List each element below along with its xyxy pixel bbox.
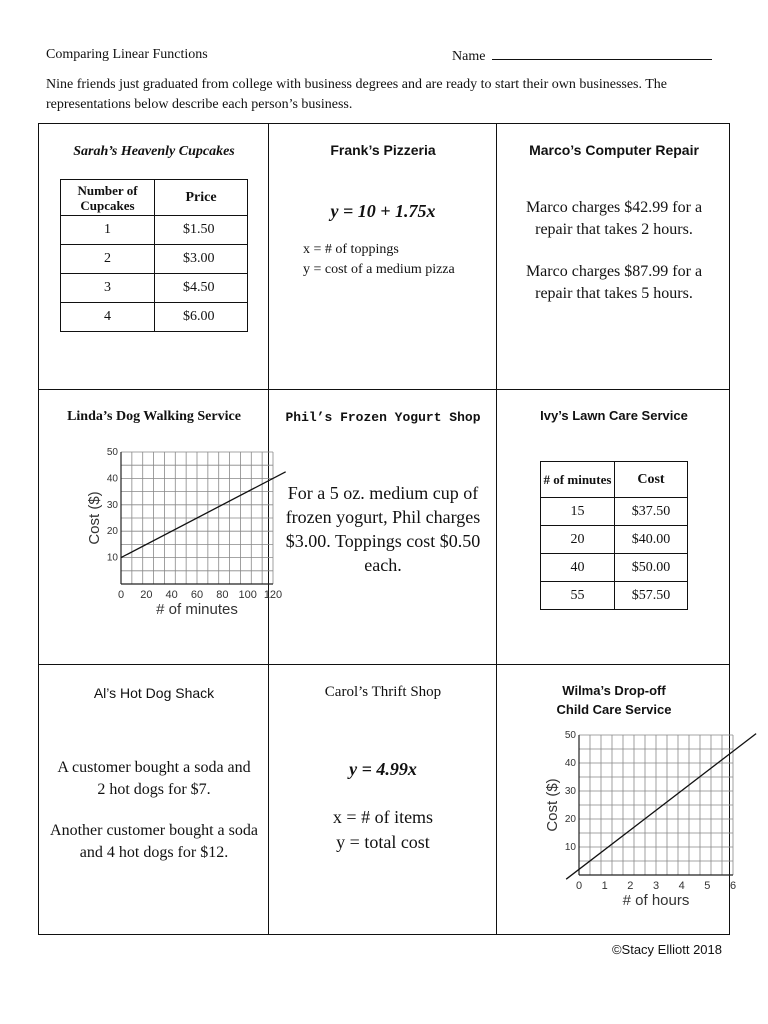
carol-definitions [269, 805, 497, 855]
intro-text: Nine friends just graduated from college with business degrees and are ready to start their own businesses. The representations below describe each person’s business. [46, 77, 668, 112]
sarah-title: Sarah’s Heavenly Cupcakes [73, 144, 235, 159]
sarah-table [60, 179, 248, 332]
table-cell: $50.00 [615, 554, 688, 582]
frank-def-y: y = cost of a medium pizza [303, 262, 455, 277]
sarah-col1: Number of Cupcakes [61, 180, 155, 216]
al-cell [39, 665, 269, 936]
table-cell: 55 [541, 582, 615, 610]
copyright: ©Stacy Elliott 2018 [611, 942, 722, 957]
table-cell: $4.50 [155, 274, 248, 303]
table-cell: 2 [61, 245, 155, 274]
table-cell: $6.00 [155, 303, 248, 332]
x-tick-label: 4 [678, 880, 685, 892]
table-cell: $3.00 [155, 245, 248, 274]
x-tick-label: 5 [704, 880, 711, 892]
y-tick-label: 50 [564, 730, 576, 741]
ivy-col2: Cost [615, 462, 688, 498]
sarah-cell [39, 124, 269, 390]
marco-line1: Marco charges $42.99 for a repair that takes 2 hours. [525, 199, 703, 238]
x-tick-label: 20 [140, 589, 153, 601]
wilma-cell [497, 665, 737, 936]
wilma-title [497, 681, 731, 719]
y-tick-label: 30 [106, 499, 118, 511]
table-cell: 3 [61, 274, 155, 303]
y-tick-label: 20 [564, 814, 576, 825]
x-tick-label: 120 [263, 589, 283, 601]
phil-text: For a 5 oz. medium cup of frozen yogurt, Phil charges $3.00. Toppings cost $0.50 each. [285, 483, 481, 575]
x-axis-label: # of hours [622, 892, 690, 909]
x-axis-label: # of minutes [156, 601, 238, 618]
x-tick-label: 1 [601, 880, 608, 892]
table-cell: 40 [541, 554, 615, 582]
ivy-table [540, 461, 688, 610]
x-tick-label: 100 [238, 589, 257, 601]
y-axis-label: Cost ($) [86, 491, 103, 545]
carol-equation: y = 4.99x [349, 759, 417, 779]
frank-equation: y = 10 + 1.75x [330, 201, 436, 221]
name-line[interactable] [492, 47, 712, 60]
name-field[interactable] [452, 47, 712, 65]
phil-title: Phil’s Frozen Yogurt Shop [285, 410, 481, 425]
carol-def-y: y = total cost [336, 832, 430, 852]
sarah-col2: Price [155, 180, 248, 216]
y-tick-label: 10 [564, 842, 576, 853]
wilma-title-line2: Child Care Service [556, 702, 672, 717]
frank-def-x: x = # of toppings [303, 242, 399, 257]
frank-cell [269, 124, 497, 390]
ivy-cell [497, 390, 731, 665]
business-grid [38, 123, 737, 935]
table-cell: $37.50 [615, 498, 688, 526]
x-tick-label: 2 [627, 880, 634, 892]
x-tick-label: 80 [216, 589, 229, 601]
marco-title: Marco’s Computer Repair [529, 142, 699, 158]
phil-cell [269, 390, 497, 665]
table-cell: $57.50 [615, 582, 688, 610]
table-cell: 15 [541, 498, 615, 526]
name-label: Name [452, 49, 486, 64]
marco-cell [497, 124, 731, 390]
wilma-graph [497, 723, 737, 923]
carol-def-x: x = # of items [332, 807, 434, 827]
frank-definitions [303, 240, 455, 280]
carol-title: Carol’s Thrift Shop [324, 684, 442, 700]
linda-title: Linda’s Dog Walking Service [67, 409, 241, 424]
wilma-title-line1: Wilma’s Drop-off [562, 683, 666, 698]
y-tick-label: 30 [564, 786, 576, 797]
y-tick-label: 50 [106, 447, 118, 458]
al-line1: A customer bought a soda and 2 hot dogs for $7. [57, 759, 251, 798]
marco-line2: Marco charges $87.99 for a repair that takes 5 hours. [525, 263, 703, 302]
y-tick-label: 40 [106, 473, 118, 485]
table-cell: $1.50 [155, 216, 248, 245]
y-tick-label: 40 [564, 758, 576, 769]
y-tick-label: 20 [106, 526, 118, 538]
ivy-col1: # of minutes [541, 462, 615, 498]
series-line [566, 734, 756, 880]
carol-cell [269, 665, 497, 936]
al-title: Al’s Hot Dog Shack [93, 685, 215, 701]
x-tick-label: 40 [165, 589, 178, 601]
y-tick-label: 10 [106, 552, 118, 564]
x-tick-label: 0 [575, 880, 583, 892]
x-tick-label: 3 [652, 880, 660, 892]
frank-title: Frank’s Pizzeria [330, 142, 436, 158]
table-cell: $40.00 [615, 526, 688, 554]
x-tick-label: 0 [117, 589, 125, 601]
table-cell: 4 [61, 303, 155, 332]
table-cell: 20 [541, 526, 615, 554]
linda-cell [39, 390, 283, 665]
worksheet-title: Comparing Linear Functions [46, 47, 208, 62]
al-line2: Another customer bought a soda and 4 hot dogs for $12. [50, 822, 258, 861]
table-cell: 1 [61, 216, 155, 245]
y-axis-label: Cost ($) [544, 778, 561, 832]
x-tick-label: 6 [729, 880, 737, 892]
x-tick-label: 60 [190, 589, 204, 601]
linda-graph [39, 440, 283, 640]
ivy-title: Ivy’s Lawn Care Service [540, 408, 688, 423]
